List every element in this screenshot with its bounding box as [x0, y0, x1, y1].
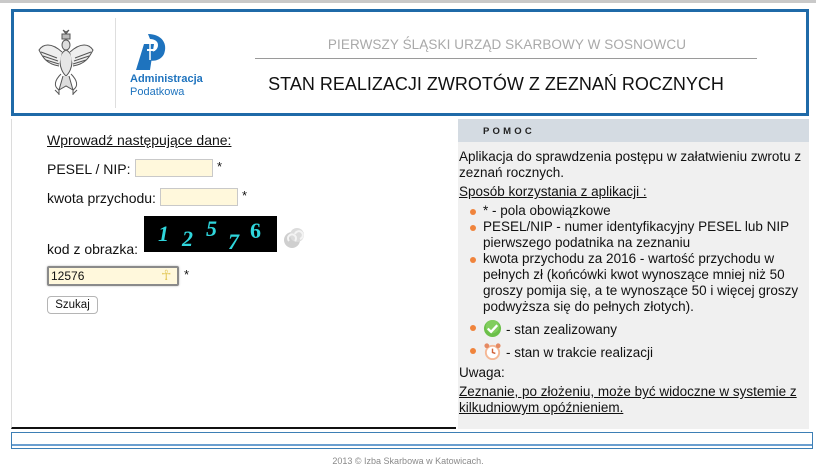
footer-bar [11, 432, 813, 449]
footer-stripe [12, 444, 812, 446]
top-border-line [0, 0, 816, 3]
autofill-key-icon[interactable]: ☥ [161, 267, 172, 283]
help-intro: Aplikacja do sprawdzenia postępu w załatwieniu zwrotu z zeznań rocznych. [459, 149, 802, 180]
svg-text:1: 1 [158, 221, 169, 246]
income-label: kwota przychodu: [47, 190, 156, 206]
pesel-required-marker: * [217, 159, 223, 174]
alarm-clock-in-progress-icon [483, 342, 502, 361]
note-text: Zeznanie, po złożeniu, może być widoczne w systemie z kilkudniowym opóźnieniem. [459, 384, 797, 415]
copyright-text: 2013 © Izba Skarbowa w Katowicach. [332, 456, 484, 466]
page-title: STAN REALIZACJI ZWROTÓW Z ZEZNAŃ ROCZNYCH [268, 74, 724, 94]
help-title: POMOC [483, 126, 535, 137]
captcha-label: kod z obrazka: [47, 241, 139, 257]
help-body [459, 149, 804, 416]
bullet-icon [470, 325, 476, 331]
list-item: - stan zealizowany [459, 319, 804, 338]
office-name: PIERWSZY ŚLĄSKI URZĄD SKARBOWY W SOSNOWCU [327, 37, 687, 52]
logo-text-administracja: Administracja [130, 73, 203, 85]
bullet-icon [470, 225, 476, 231]
header-divider [115, 18, 116, 108]
list-item: - stan w trakcie realizacji [459, 342, 804, 361]
captcha-image [144, 216, 277, 252]
checkmark-done-icon [483, 319, 502, 338]
administracja-podatkowa-logo-icon [128, 30, 168, 74]
help-header [458, 119, 809, 142]
captcha-required-marker: * [184, 267, 190, 282]
list-item: kwota przychodu za 2016 - wartość przychodu w pełnych zł (końcówki kwot wynoszące mniej niż 50 groszy pomija się, a te wynoszące 50 i więcej groszy podwyższa się do pełnych złotych). [459, 251, 804, 315]
svg-text:2: 2 [182, 226, 193, 251]
search-button[interactable]: Szukaj [47, 296, 98, 314]
form-heading: Wprowadź następujące dane: [47, 132, 232, 148]
pesel-input[interactable] [135, 159, 213, 177]
svg-text:5: 5 [206, 216, 217, 241]
income-input[interactable] [160, 188, 238, 206]
list-item: * - pola obowiązkowe [459, 203, 804, 219]
help-usage-heading: Sposób korzystania z aplikacji : [459, 184, 647, 199]
note-label: Uwaga: [459, 365, 505, 380]
pesel-label: PESEL / NIP: [47, 161, 131, 177]
captcha-input[interactable] [47, 266, 179, 286]
search-form [11, 119, 456, 429]
bullet-icon [470, 348, 476, 354]
bullet-icon [470, 209, 476, 215]
svg-text:7: 7 [228, 229, 239, 252]
list-item: PESEL/NIP - numer identyfikacyjny PESEL lub NIP pierwszego podatnika na zeznaniu [459, 219, 804, 251]
help-panel [458, 119, 809, 429]
svg-text:6: 6 [250, 218, 261, 243]
polish-eagle-emblem-icon [37, 28, 95, 98]
refresh-captcha-icon[interactable] [281, 225, 307, 251]
logo-text-podatkowa: Podatkowa [130, 86, 185, 98]
income-required-marker: * [242, 188, 248, 203]
help-list [459, 203, 804, 361]
page-header [11, 9, 809, 116]
bullet-icon [470, 257, 476, 263]
header-rule [255, 58, 757, 59]
